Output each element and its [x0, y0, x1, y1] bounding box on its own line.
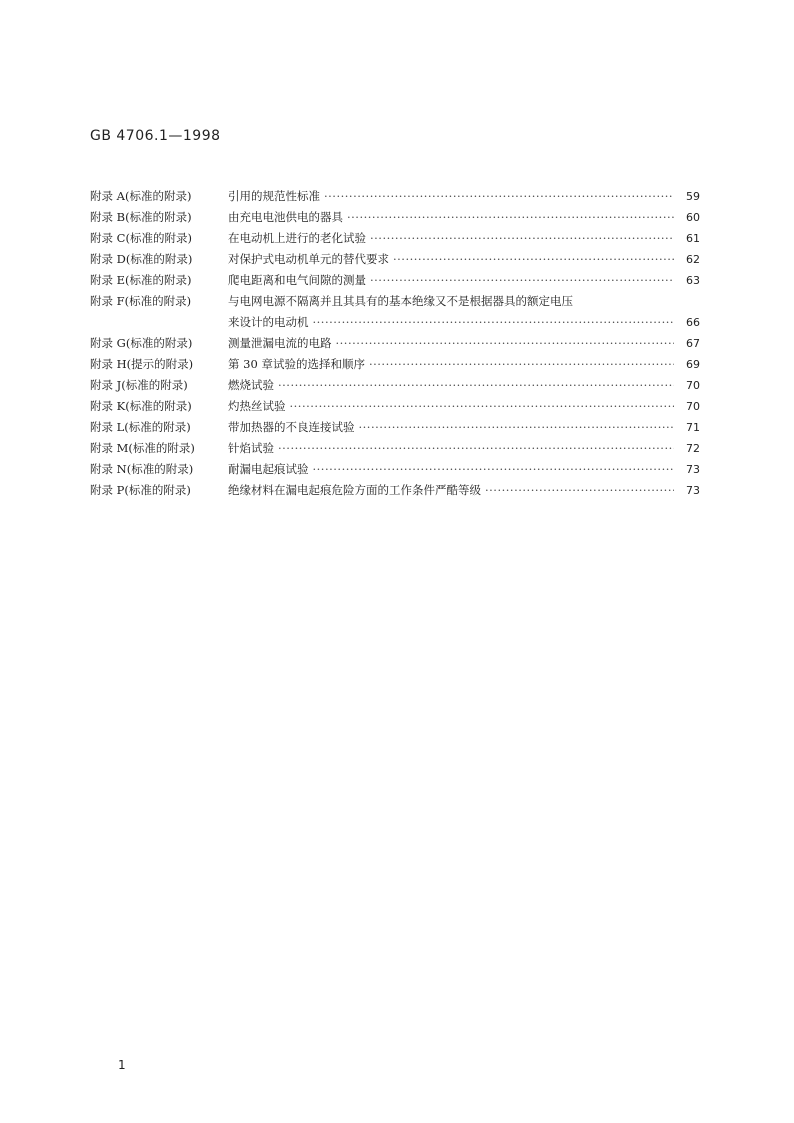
toc-leader [278, 378, 674, 392]
toc-page: 69 [686, 358, 700, 371]
toc-entry-m[interactable] [90, 440, 700, 461]
toc-page: 66 [686, 316, 700, 329]
toc-code: 附录 D(标准的附录) [90, 252, 193, 266]
toc-entry-e[interactable] [90, 272, 700, 293]
toc-page: 59 [686, 190, 700, 203]
toc-title: 第 30 章试验的选择和顺序 [228, 357, 365, 371]
toc-title: 由充电电池供电的器具 [228, 210, 343, 224]
toc-code: 附录 G(标准的附录) [90, 336, 193, 350]
toc-leader [347, 210, 674, 224]
toc-code: 附录 F(标准的附录) [90, 294, 192, 308]
toc-leader [313, 315, 675, 329]
toc-code: 附录 J(标准的附录) [90, 378, 188, 392]
toc-entry-k[interactable] [90, 398, 700, 419]
toc-entry-n[interactable] [90, 461, 700, 482]
toc-leader [324, 189, 674, 203]
toc-code: 附录 H(提示的附录) [90, 357, 194, 371]
toc-title: 在电动机上进行的老化试验 [228, 231, 366, 245]
toc-code: 附录 M(标准的附录) [90, 441, 195, 455]
toc-title: 测量泄漏电流的电路 [228, 336, 332, 350]
toc-page: 62 [686, 253, 700, 266]
toc-entry-c[interactable] [90, 230, 700, 251]
toc-leader [393, 252, 674, 266]
toc-leader [370, 273, 674, 287]
toc-page: 67 [686, 337, 700, 350]
page-number: 1 [118, 1058, 126, 1072]
toc-page: 73 [686, 463, 700, 476]
toc-title: 对保护式电动机单元的替代要求 [228, 252, 389, 266]
toc-page: 71 [686, 421, 700, 434]
toc-entry-f[interactable] [90, 293, 700, 314]
toc-code: 附录 E(标准的附录) [90, 273, 192, 287]
toc-code: 附录 N(标准的附录) [90, 462, 194, 476]
table-of-contents [90, 188, 700, 503]
toc-title: 带加热器的不良连接试验 [228, 420, 355, 434]
toc-title: 燃烧试验 [228, 378, 274, 392]
standard-number: GB 4706.1—1998 [90, 128, 221, 144]
toc-leader [370, 231, 674, 245]
toc-entry-j[interactable] [90, 377, 700, 398]
toc-leader [278, 441, 674, 455]
toc-entry-b[interactable] [90, 209, 700, 230]
toc-leader [313, 462, 675, 476]
toc-page: 72 [686, 442, 700, 455]
toc-leader [290, 399, 675, 413]
toc-page: 73 [686, 484, 700, 497]
toc-title: 绝缘材料在漏电起痕危险方面的工作条件严酷等级 [228, 483, 481, 497]
toc-leader [336, 336, 675, 350]
toc-code: 附录 K(标准的附录) [90, 399, 192, 413]
toc-title: 耐漏电起痕试验 [228, 462, 309, 476]
toc-leader [359, 420, 675, 434]
toc-page: 60 [686, 211, 700, 224]
toc-leader [485, 483, 674, 497]
toc-entry-h[interactable] [90, 356, 700, 377]
toc-code: 附录 P(标准的附录) [90, 483, 191, 497]
toc-title: 引用的规范性标准 [228, 189, 320, 203]
toc-entry-g[interactable] [90, 335, 700, 356]
toc-code: 附录 A(标准的附录) [90, 189, 192, 203]
toc-title: 灼热丝试验 [228, 399, 286, 413]
toc-entry-d[interactable] [90, 251, 700, 272]
toc-page: 70 [686, 400, 700, 413]
toc-entry-f-continued[interactable] [90, 314, 700, 335]
toc-code: 附录 L(标准的附录) [90, 420, 191, 434]
toc-leader [369, 357, 674, 371]
toc-title: 针焰试验 [228, 441, 274, 455]
toc-page: 63 [686, 274, 700, 287]
toc-title: 爬电距离和电气间隙的测量 [228, 273, 366, 287]
toc-code: 附录 B(标准的附录) [90, 210, 192, 224]
toc-page: 70 [686, 379, 700, 392]
toc-title: 与电网电源不隔离并且其具有的基本绝缘又不是根据器具的额定电压 [228, 294, 573, 308]
toc-title-continued: 来设计的电动机 [228, 315, 309, 329]
toc-entry-l[interactable] [90, 419, 700, 440]
toc-code: 附录 C(标准的附录) [90, 231, 192, 245]
toc-entry-a[interactable] [90, 188, 700, 209]
toc-entry-p[interactable] [90, 482, 700, 503]
toc-page: 61 [686, 232, 700, 245]
